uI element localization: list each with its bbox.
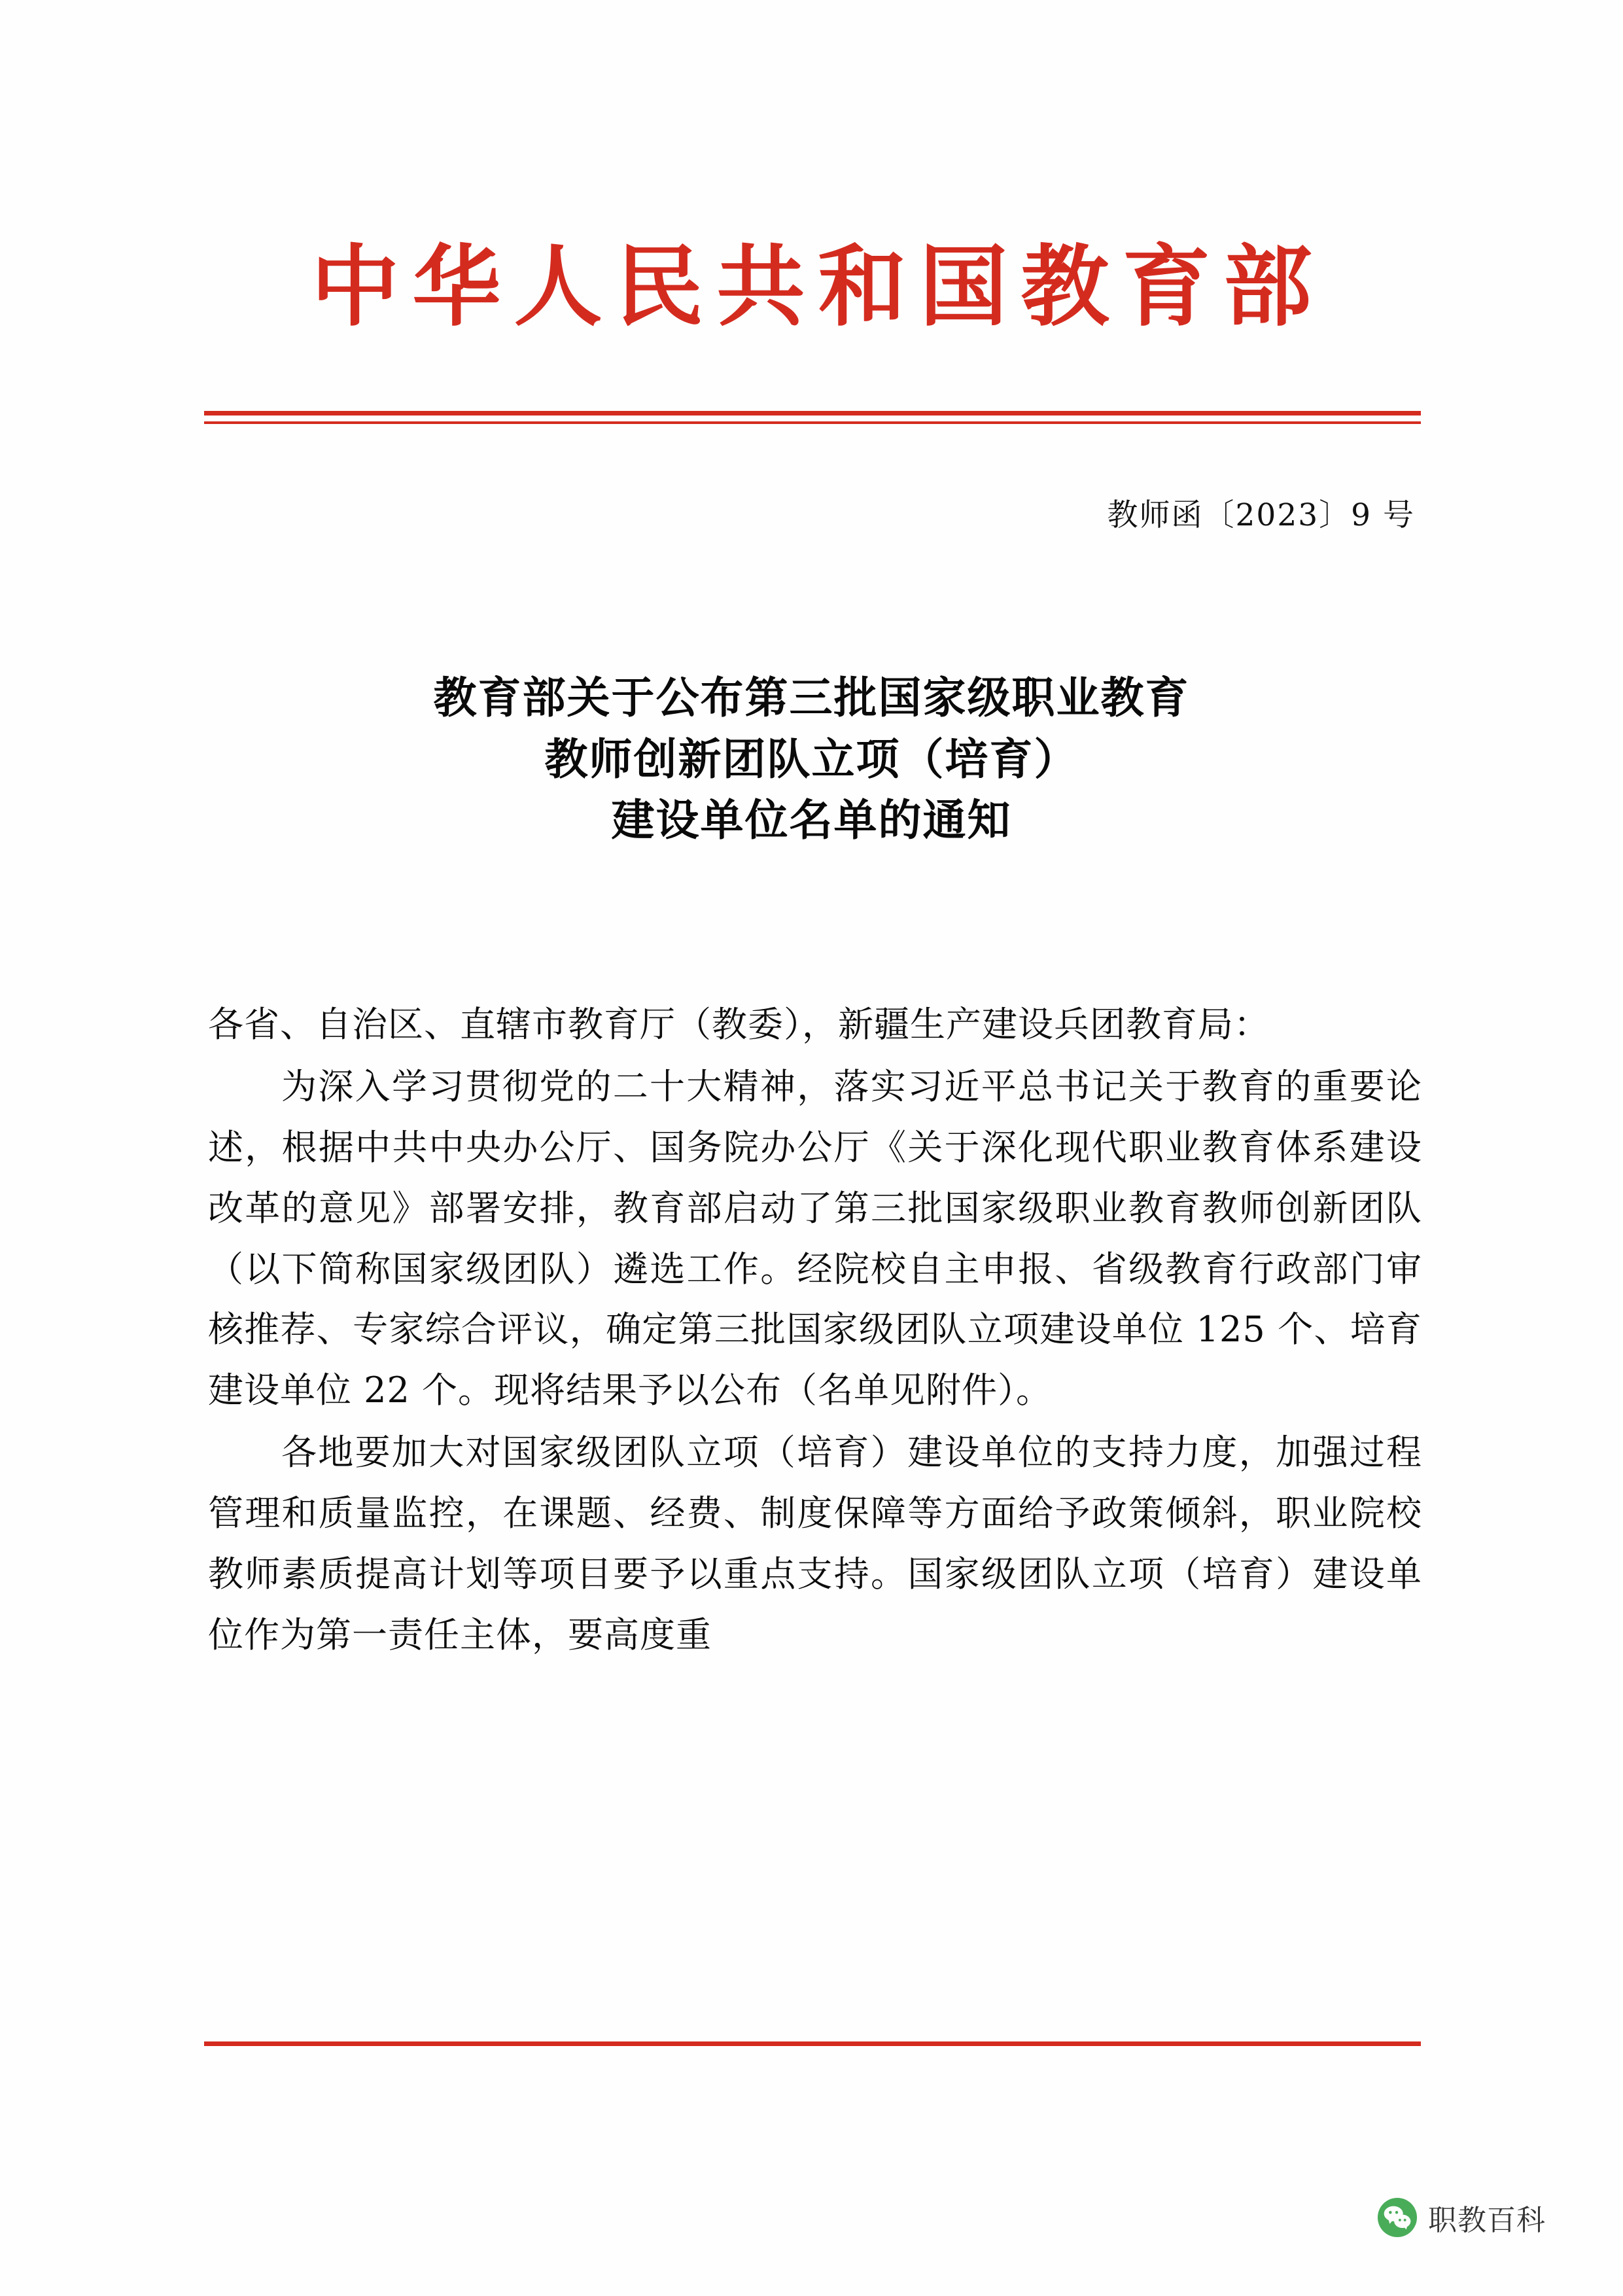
watermark-label: 职教百科 [1428, 2204, 1546, 2237]
body-paragraph-1: 为深入学习贯彻党的二十大精神，落实习近平总书记关于教育的重要论述，根据中共中央办公厅、国务院办公厅《关于深化现代职业教育体系建设改革的意见》部署安排，教育部启动了第三批国家级职业教育教师创新团队（以下简称国家级团队）遴选工作。经院校自主申报、省级教育行政部门审核推荐、专家综合评议，确定第三批国家级团队立项建设单位 125 个、培育建设单位 22 个。现将结果予以公布（名单见附件）。 [208, 1065, 1422, 1411]
page-title [0, 667, 1623, 851]
page-title-line-1: 教育部关于公布第三批国家级职业教育 [433, 672, 1190, 723]
header-divider-line-thick [204, 411, 1421, 415]
document-body [208, 995, 1422, 1667]
masthead [0, 234, 1623, 338]
watermark-badge [1377, 2197, 1546, 2238]
wechat-icon [1377, 2197, 1418, 2238]
page-title-line-2: 教师创新团队立项（培育） [544, 733, 1079, 785]
masthead-title: 中华人民共和国教育部 [311, 234, 1325, 338]
body-paragraph-2: 各地要加大对国家级团队立项（培育）建设单位的支持力度，加强过程管理和质量监控，在课题、经费、制度保障等方面给予政策倾斜，职业院校教师素质提高计划等项目要予以重点支持。国家级团队立项（培育）建设单位作为第一责任主体，要高度重 [208, 1432, 1422, 1655]
salutation-paragraph: 各省、自治区、直辖市教育厅（教委），新疆生产建设兵团教育局： [208, 1004, 1270, 1045]
header-divider-line-thin [204, 421, 1421, 424]
document-number: 教师函〔2023〕9 号 [1107, 497, 1415, 533]
footer-divider [204, 2041, 1421, 2046]
header-divider [204, 411, 1421, 424]
page-title-line-3: 建设单位名单的通知 [611, 794, 1012, 846]
